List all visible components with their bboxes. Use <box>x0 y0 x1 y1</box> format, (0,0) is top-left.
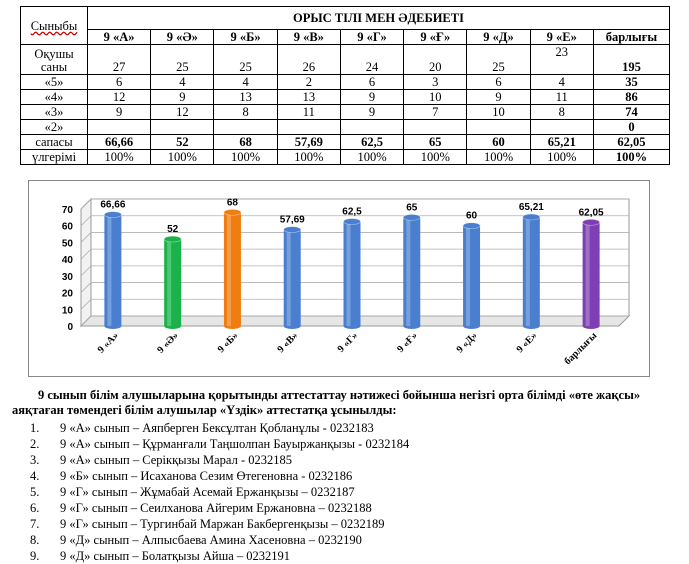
table-cell: 6 <box>88 75 151 90</box>
bar-top <box>164 236 181 242</box>
list-number: 8. <box>30 533 40 547</box>
table-cell: 57,69 <box>277 135 340 150</box>
bar-highlight <box>107 215 111 326</box>
bar-chart <box>28 180 650 377</box>
column-header: 9 «В» <box>277 30 340 45</box>
x-tick-label: 9 «Б» <box>215 330 241 356</box>
row-header: сапасы <box>21 135 88 150</box>
bar <box>284 230 301 326</box>
table-cell: 25 <box>151 45 214 75</box>
table-cell: 100% <box>593 150 669 165</box>
bar-base <box>224 323 241 329</box>
table-cell: 62,5 <box>340 135 403 150</box>
list-number: 6. <box>30 501 40 515</box>
table-cell: 26 <box>277 45 340 75</box>
data-label: 68 <box>226 197 239 209</box>
table-cell: 9 <box>340 90 403 105</box>
table-cell: 100% <box>467 150 530 165</box>
table-cell: 100% <box>214 150 277 165</box>
column-header: 9 «Б» <box>214 30 277 45</box>
bar-base <box>104 323 121 329</box>
bar-top <box>523 214 540 220</box>
table-cell: 12 <box>88 90 151 105</box>
table-cell: 9 <box>467 90 530 105</box>
table-cell: 68 <box>214 135 277 150</box>
y-tick-label: 0 <box>67 322 73 333</box>
row-header: үлгерімі <box>21 150 88 165</box>
table-cell: 35 <box>593 75 669 90</box>
table-cell: 23 <box>530 45 593 75</box>
student-list <box>12 420 680 564</box>
row-header: «2» <box>21 120 88 135</box>
table-cell: 4 <box>530 75 593 90</box>
data-label: 57,69 <box>279 214 305 226</box>
column-header: 9 «Г» <box>340 30 403 45</box>
bar <box>224 212 241 326</box>
x-tick-label: 9 «Е» <box>514 330 540 356</box>
table-cell: 9 <box>151 90 214 105</box>
y-tick-label: 10 <box>61 305 73 317</box>
table-cell: 52 <box>151 135 214 150</box>
bar <box>403 217 420 326</box>
x-tick-label: 9 «Г» <box>335 330 361 355</box>
table-cell: 65,21 <box>530 135 593 150</box>
table-row <box>21 90 670 105</box>
table-cell: 8 <box>530 105 593 120</box>
table-cell <box>88 120 151 135</box>
y-tick-label: 20 <box>61 288 73 300</box>
y-tick-label: 70 <box>61 205 73 216</box>
table-cell: 11 <box>277 105 340 120</box>
table-cell <box>277 120 340 135</box>
table-cell: 8 <box>214 105 277 120</box>
bar <box>164 239 181 326</box>
x-tick-label: барлығы <box>562 330 600 368</box>
column-header: 9 «Ғ» <box>404 30 467 45</box>
list-number: 3. <box>30 453 40 467</box>
table-cell: 7 <box>404 105 467 120</box>
table-row <box>21 150 670 165</box>
table-cell: 74 <box>593 105 669 120</box>
bar-top <box>403 214 420 220</box>
list-text: 9 «Б» сынып – Исаханова Сезим Өтегеновна - 0232186 <box>60 469 353 483</box>
table-cell: 100% <box>88 150 151 165</box>
list-text: 9 «Г» сынып – Сеилханова Айгерим Ержановна – 0232188 <box>60 501 372 515</box>
y-tick-label: 30 <box>61 271 73 283</box>
table-cell: 13 <box>277 90 340 105</box>
bar-top <box>344 219 361 225</box>
bar-base <box>583 323 600 329</box>
table-row <box>21 45 670 75</box>
x-tick-label: 9 «А» <box>95 330 122 356</box>
data-label: 65,21 <box>518 202 544 214</box>
list-item <box>12 420 680 436</box>
table-cell <box>214 120 277 135</box>
table-cell: 9 <box>340 105 403 120</box>
y-tick-label: 40 <box>61 255 73 267</box>
list-text: 9 «Г» сынып – Тургинбай Маржан Бакбергенқызы – 0232189 <box>60 517 385 531</box>
table-cell <box>530 120 593 135</box>
y-tick-label: 60 <box>61 221 73 233</box>
x-tick-label: 9 «В» <box>275 330 301 356</box>
x-tick-label: 9 «Д» <box>454 330 480 356</box>
list-text: 9 «А» сынып – Құрманғали Таңшолпан Бауыржанқызы - 0232184 <box>60 437 410 451</box>
table-cell: 6 <box>340 75 403 90</box>
data-label: 65 <box>406 202 418 214</box>
bar <box>344 222 361 326</box>
honors-section <box>12 388 680 564</box>
bar-highlight <box>406 217 410 326</box>
table-cell: 4 <box>151 75 214 90</box>
list-text: 9 «Д» сынып – Алпысбаева Амина Хасеновна – 0232190 <box>60 533 362 547</box>
corner-header: Сыныбы <box>21 7 88 45</box>
y-tick-label: 50 <box>61 238 73 250</box>
bar <box>104 215 121 326</box>
table-cell <box>404 120 467 135</box>
table-row <box>21 135 670 150</box>
list-item <box>12 516 680 532</box>
table-cell: 9 <box>88 105 151 120</box>
bar-highlight <box>466 226 470 326</box>
table-cell: 65 <box>404 135 467 150</box>
bar <box>583 222 600 326</box>
table-cell: 25 <box>214 45 277 75</box>
bar-base <box>403 323 420 329</box>
data-label: 62,5 <box>342 206 362 218</box>
bar-top <box>224 209 241 215</box>
list-item <box>12 548 680 564</box>
bar-base <box>164 323 181 329</box>
column-header: 9 «А» <box>88 30 151 45</box>
row-header: «5» <box>21 75 88 90</box>
table-cell: 4 <box>214 75 277 90</box>
row-header: «4» <box>21 90 88 105</box>
bar-top <box>284 227 301 233</box>
bar-base <box>463 323 480 329</box>
table-row <box>21 120 670 135</box>
table-cell: 12 <box>151 105 214 120</box>
table-cell: 86 <box>593 90 669 105</box>
bar-top <box>463 223 480 229</box>
data-label: 60 <box>465 210 478 222</box>
bar-base <box>523 323 540 329</box>
table-cell: 195 <box>593 45 669 75</box>
bar-highlight <box>287 230 291 326</box>
table-cell: 10 <box>404 90 467 105</box>
list-item <box>12 436 680 452</box>
table-cell <box>151 120 214 135</box>
list-item <box>12 468 680 484</box>
list-text: 9 «Г» сынып – Жұмабай Асемай Ержанқызы – 0232187 <box>60 485 355 499</box>
table-cell: 60 <box>467 135 530 150</box>
bar-top <box>104 212 121 218</box>
chart-side-wall <box>81 199 91 326</box>
list-item <box>12 452 680 468</box>
bar-highlight <box>347 222 351 326</box>
table-cell <box>340 120 403 135</box>
table-cell: 11 <box>530 90 593 105</box>
bar <box>463 226 480 326</box>
bar-highlight <box>167 239 171 326</box>
table-cell: 20 <box>404 45 467 75</box>
bar-highlight <box>227 212 231 326</box>
table-cell: 0 <box>593 120 669 135</box>
row-header: «3» <box>21 105 88 120</box>
list-item <box>12 532 680 548</box>
bar <box>523 217 540 326</box>
list-number: 1. <box>30 421 40 435</box>
row-header: Оқушы саны <box>21 45 88 75</box>
bar-highlight <box>526 217 530 326</box>
honors-intro: 9 сынып білім алушыларына қорытынды аттестаттау нәтижесі бойынша негізгі орта білімді «өте жақсы» аяқтаған төмендегі білім алушылар «Үздік» аттестатқа ұсынылды: <box>12 388 641 417</box>
table-cell: 10 <box>467 105 530 120</box>
data-label: 52 <box>167 224 179 236</box>
bar-base <box>344 323 361 329</box>
column-header: 9 «Е» <box>530 30 593 45</box>
table-cell: 100% <box>340 150 403 165</box>
data-label: 66,66 <box>100 199 126 211</box>
x-tick-label: 9 «Ә» <box>155 330 181 356</box>
list-number: 4. <box>30 469 40 483</box>
list-number: 9. <box>30 549 40 563</box>
list-item <box>12 484 680 500</box>
bar-highlight <box>586 222 590 326</box>
table-title: ОРЫС ТІЛІ МЕН ӘДЕБИЕТІ <box>88 7 670 30</box>
table-cell: 100% <box>277 150 340 165</box>
table-cell: 100% <box>530 150 593 165</box>
list-number: 5. <box>30 485 40 499</box>
column-header: 9 «Ә» <box>151 30 214 45</box>
table-cell: 66,66 <box>88 135 151 150</box>
table-cell: 25 <box>467 45 530 75</box>
table-cell: 2 <box>277 75 340 90</box>
table-cell: 24 <box>340 45 403 75</box>
table-cell: 100% <box>404 150 467 165</box>
table-cell: 27 <box>88 45 151 75</box>
list-number: 7. <box>30 517 40 531</box>
column-header-row <box>21 30 670 45</box>
table-row <box>21 75 670 90</box>
table-cell: 3 <box>404 75 467 90</box>
table-title-row <box>21 7 670 30</box>
bar-base <box>284 323 301 329</box>
table-cell <box>467 120 530 135</box>
column-header: барлығы <box>593 30 669 45</box>
data-label: 62,05 <box>578 207 604 219</box>
table-cell: 100% <box>151 150 214 165</box>
table-cell: 6 <box>467 75 530 90</box>
table-cell: 62,05 <box>593 135 669 150</box>
list-text: 9 «А» сынып – Аяпберген Бексұлтан Қобланұлы - 0232183 <box>60 421 374 435</box>
list-text: 9 «Д» сынып – Болатқызы Айша – 0232191 <box>60 549 291 563</box>
column-header: 9 «Д» <box>467 30 530 45</box>
table-row <box>21 105 670 120</box>
bar-chart-svg <box>29 181 649 376</box>
x-tick-label: 9 «Ғ» <box>395 330 420 356</box>
list-item <box>12 500 680 516</box>
list-text: 9 «А» сынып – Серікқызы Марал - 0232185 <box>60 453 292 467</box>
grades-table <box>20 6 670 165</box>
table-cell: 13 <box>214 90 277 105</box>
list-number: 2. <box>30 437 40 451</box>
bar-top <box>583 219 600 225</box>
